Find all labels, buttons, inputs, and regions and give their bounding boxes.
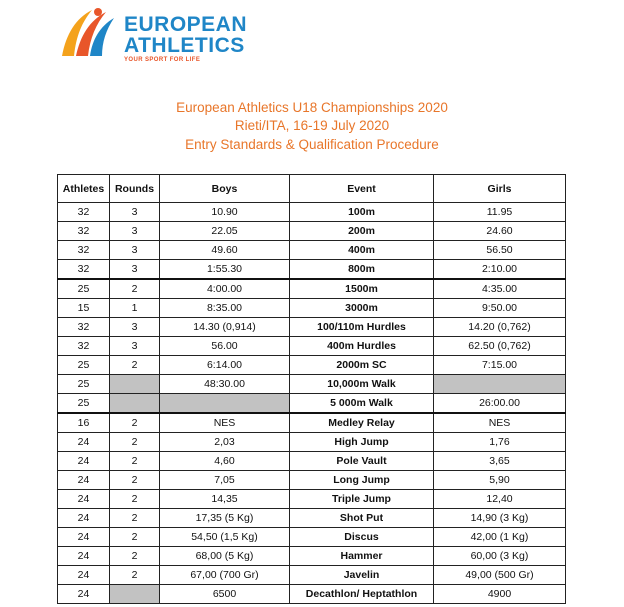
table-row: [58, 279, 566, 299]
column-header-athletes: Athletes: [58, 175, 110, 203]
rounds-cell: 2: [110, 528, 160, 547]
athletes-cell: 24: [58, 471, 110, 490]
event-cell: 10,000m Walk: [290, 375, 434, 394]
logo-line-athletics: ATHLETICS: [124, 34, 245, 57]
girls-standard-cell: 4:35.00: [434, 279, 566, 299]
athletes-cell: 24: [58, 566, 110, 585]
boys-standard-cell: 56.00: [160, 337, 290, 356]
rounds-cell: [110, 394, 160, 414]
boys-standard-cell: 49.60: [160, 241, 290, 260]
rounds-cell: 3: [110, 260, 160, 280]
column-header-rounds: Rounds: [110, 175, 160, 203]
event-cell: Medley Relay: [290, 413, 434, 433]
table-row: [58, 394, 566, 414]
rounds-cell: 3: [110, 203, 160, 222]
table-row: [58, 490, 566, 509]
athletes-cell: 25: [58, 279, 110, 299]
boys-standard-cell: 6500: [160, 585, 290, 604]
table-header-row: [58, 175, 566, 203]
athletes-cell: 32: [58, 337, 110, 356]
rounds-cell: 2: [110, 566, 160, 585]
event-cell: Long Jump: [290, 471, 434, 490]
rounds-cell: [110, 585, 160, 604]
event-cell: 5 000m Walk: [290, 394, 434, 414]
boys-standard-cell: 8:35.00: [160, 299, 290, 318]
table-row: [58, 337, 566, 356]
boys-standard-cell: 4:00.00: [160, 279, 290, 299]
event-cell: Decathlon/ Heptathlon: [290, 585, 434, 604]
boys-standard-cell: 2,03: [160, 433, 290, 452]
event-cell: 800m: [290, 260, 434, 280]
logo-line-european: EUROPEAN: [124, 13, 248, 36]
athletes-cell: 24: [58, 509, 110, 528]
entry-standards-table: [57, 174, 566, 604]
table-row: [58, 585, 566, 604]
athletes-cell: 24: [58, 433, 110, 452]
boys-standard-cell: 6:14.00: [160, 356, 290, 375]
athletes-cell: 25: [58, 356, 110, 375]
athletes-cell: 32: [58, 260, 110, 280]
event-cell: 100m: [290, 203, 434, 222]
athletes-cell: 24: [58, 528, 110, 547]
athletes-cell: 24: [58, 452, 110, 471]
boys-standard-cell: 10.90: [160, 203, 290, 222]
table-row: [58, 509, 566, 528]
table-row: [58, 413, 566, 433]
girls-standard-cell: 5,90: [434, 471, 566, 490]
column-header-girls: Girls: [434, 175, 566, 203]
rounds-cell: 2: [110, 509, 160, 528]
logo-tagline: YOUR SPORT FOR LIFE: [124, 57, 201, 63]
event-cell: 3000m: [290, 299, 434, 318]
event-cell: 1500m: [290, 279, 434, 299]
girls-standard-cell: 9:50.00: [434, 299, 566, 318]
table-row: [58, 566, 566, 585]
girls-standard-cell: 42,00 (1 Kg): [434, 528, 566, 547]
athletes-cell: 16: [58, 413, 110, 433]
girls-standard-cell: 4900: [434, 585, 566, 604]
table-row: [58, 241, 566, 260]
girls-standard-cell: 12,40: [434, 490, 566, 509]
boys-standard-cell: 68,00 (5 Kg): [160, 547, 290, 566]
table-row: [58, 203, 566, 222]
athletes-cell: 32: [58, 203, 110, 222]
table-row: [58, 471, 566, 490]
athletes-cell: 24: [58, 585, 110, 604]
athletes-cell: 15: [58, 299, 110, 318]
event-cell: 2000m SC: [290, 356, 434, 375]
table-row: [58, 433, 566, 452]
table-row: [58, 356, 566, 375]
athletes-cell: 24: [58, 490, 110, 509]
document-title: European Athletics U18 Championships 2020: [176, 100, 448, 115]
girls-standard-cell: 2:10.00: [434, 260, 566, 280]
girls-standard-cell: 14,90 (3 Kg): [434, 509, 566, 528]
girls-standard-cell: 62.50 (0,762): [434, 337, 566, 356]
boys-standard-cell: 4,60: [160, 452, 290, 471]
event-cell: 200m: [290, 222, 434, 241]
rounds-cell: 3: [110, 337, 160, 356]
table-row: [58, 375, 566, 394]
event-cell: 100/110m Hurdles: [290, 318, 434, 337]
girls-standard-cell: 3,65: [434, 452, 566, 471]
rounds-cell: 2: [110, 356, 160, 375]
european-athletics-logo: [58, 6, 248, 68]
event-cell: 400m: [290, 241, 434, 260]
column-header-boys: Boys: [160, 175, 290, 203]
rounds-cell: 2: [110, 413, 160, 433]
athletes-cell: 25: [58, 394, 110, 414]
document-subtitle: Entry Standards & Qualification Procedure: [185, 137, 439, 152]
athletes-cell: 32: [58, 318, 110, 337]
rounds-cell: 3: [110, 318, 160, 337]
event-cell: Hammer: [290, 547, 434, 566]
table-row: [58, 222, 566, 241]
boys-standard-cell: 14.30 (0,914): [160, 318, 290, 337]
event-cell: Discus: [290, 528, 434, 547]
event-cell: Triple Jump: [290, 490, 434, 509]
rounds-cell: 3: [110, 241, 160, 260]
athletes-cell: 32: [58, 241, 110, 260]
table-row: [58, 547, 566, 566]
boys-standard-cell: 17,35 (5 Kg): [160, 509, 290, 528]
table-row: [58, 299, 566, 318]
document-location-dates: Rieti/ITA, 16-19 July 2020: [234, 118, 390, 133]
athletics-swoosh-icon: [58, 6, 120, 66]
boys-standard-cell: 14,35: [160, 490, 290, 509]
athletes-cell: 32: [58, 222, 110, 241]
girls-standard-cell: 11.95: [434, 203, 566, 222]
boys-standard-cell: [160, 394, 290, 414]
table-row: [58, 318, 566, 337]
boys-standard-cell: NES: [160, 413, 290, 433]
table-row: [58, 452, 566, 471]
girls-standard-cell: 56.50: [434, 241, 566, 260]
girls-standard-cell: 24.60: [434, 222, 566, 241]
event-cell: 400m Hurdles: [290, 337, 434, 356]
girls-standard-cell: 26:00.00: [434, 394, 566, 414]
girls-standard-cell: 60,00 (3 Kg): [434, 547, 566, 566]
event-cell: Javelin: [290, 566, 434, 585]
event-cell: High Jump: [290, 433, 434, 452]
girls-standard-cell: NES: [434, 413, 566, 433]
event-cell: Pole Vault: [290, 452, 434, 471]
column-header-event: Event: [290, 175, 434, 203]
girls-standard-cell: 7:15.00: [434, 356, 566, 375]
table-row: [58, 528, 566, 547]
event-cell: Shot Put: [290, 509, 434, 528]
boys-standard-cell: 67,00 (700 Gr): [160, 566, 290, 585]
rounds-cell: 2: [110, 279, 160, 299]
girls-standard-cell: 14.20 (0,762): [434, 318, 566, 337]
athletes-cell: 25: [58, 375, 110, 394]
boys-standard-cell: 22.05: [160, 222, 290, 241]
boys-standard-cell: 1:55.30: [160, 260, 290, 280]
rounds-cell: 2: [110, 433, 160, 452]
rounds-cell: 3: [110, 222, 160, 241]
boys-standard-cell: 54,50 (1,5 Kg): [160, 528, 290, 547]
rounds-cell: 2: [110, 547, 160, 566]
rounds-cell: 2: [110, 452, 160, 471]
table-row: [58, 260, 566, 280]
girls-standard-cell: [434, 375, 566, 394]
boys-standard-cell: 7,05: [160, 471, 290, 490]
rounds-cell: 2: [110, 471, 160, 490]
girls-standard-cell: 1,76: [434, 433, 566, 452]
rounds-cell: [110, 375, 160, 394]
girls-standard-cell: 49,00 (500 Gr): [434, 566, 566, 585]
boys-standard-cell: 48:30.00: [160, 375, 290, 394]
rounds-cell: 1: [110, 299, 160, 318]
athletes-cell: 24: [58, 547, 110, 566]
rounds-cell: 2: [110, 490, 160, 509]
